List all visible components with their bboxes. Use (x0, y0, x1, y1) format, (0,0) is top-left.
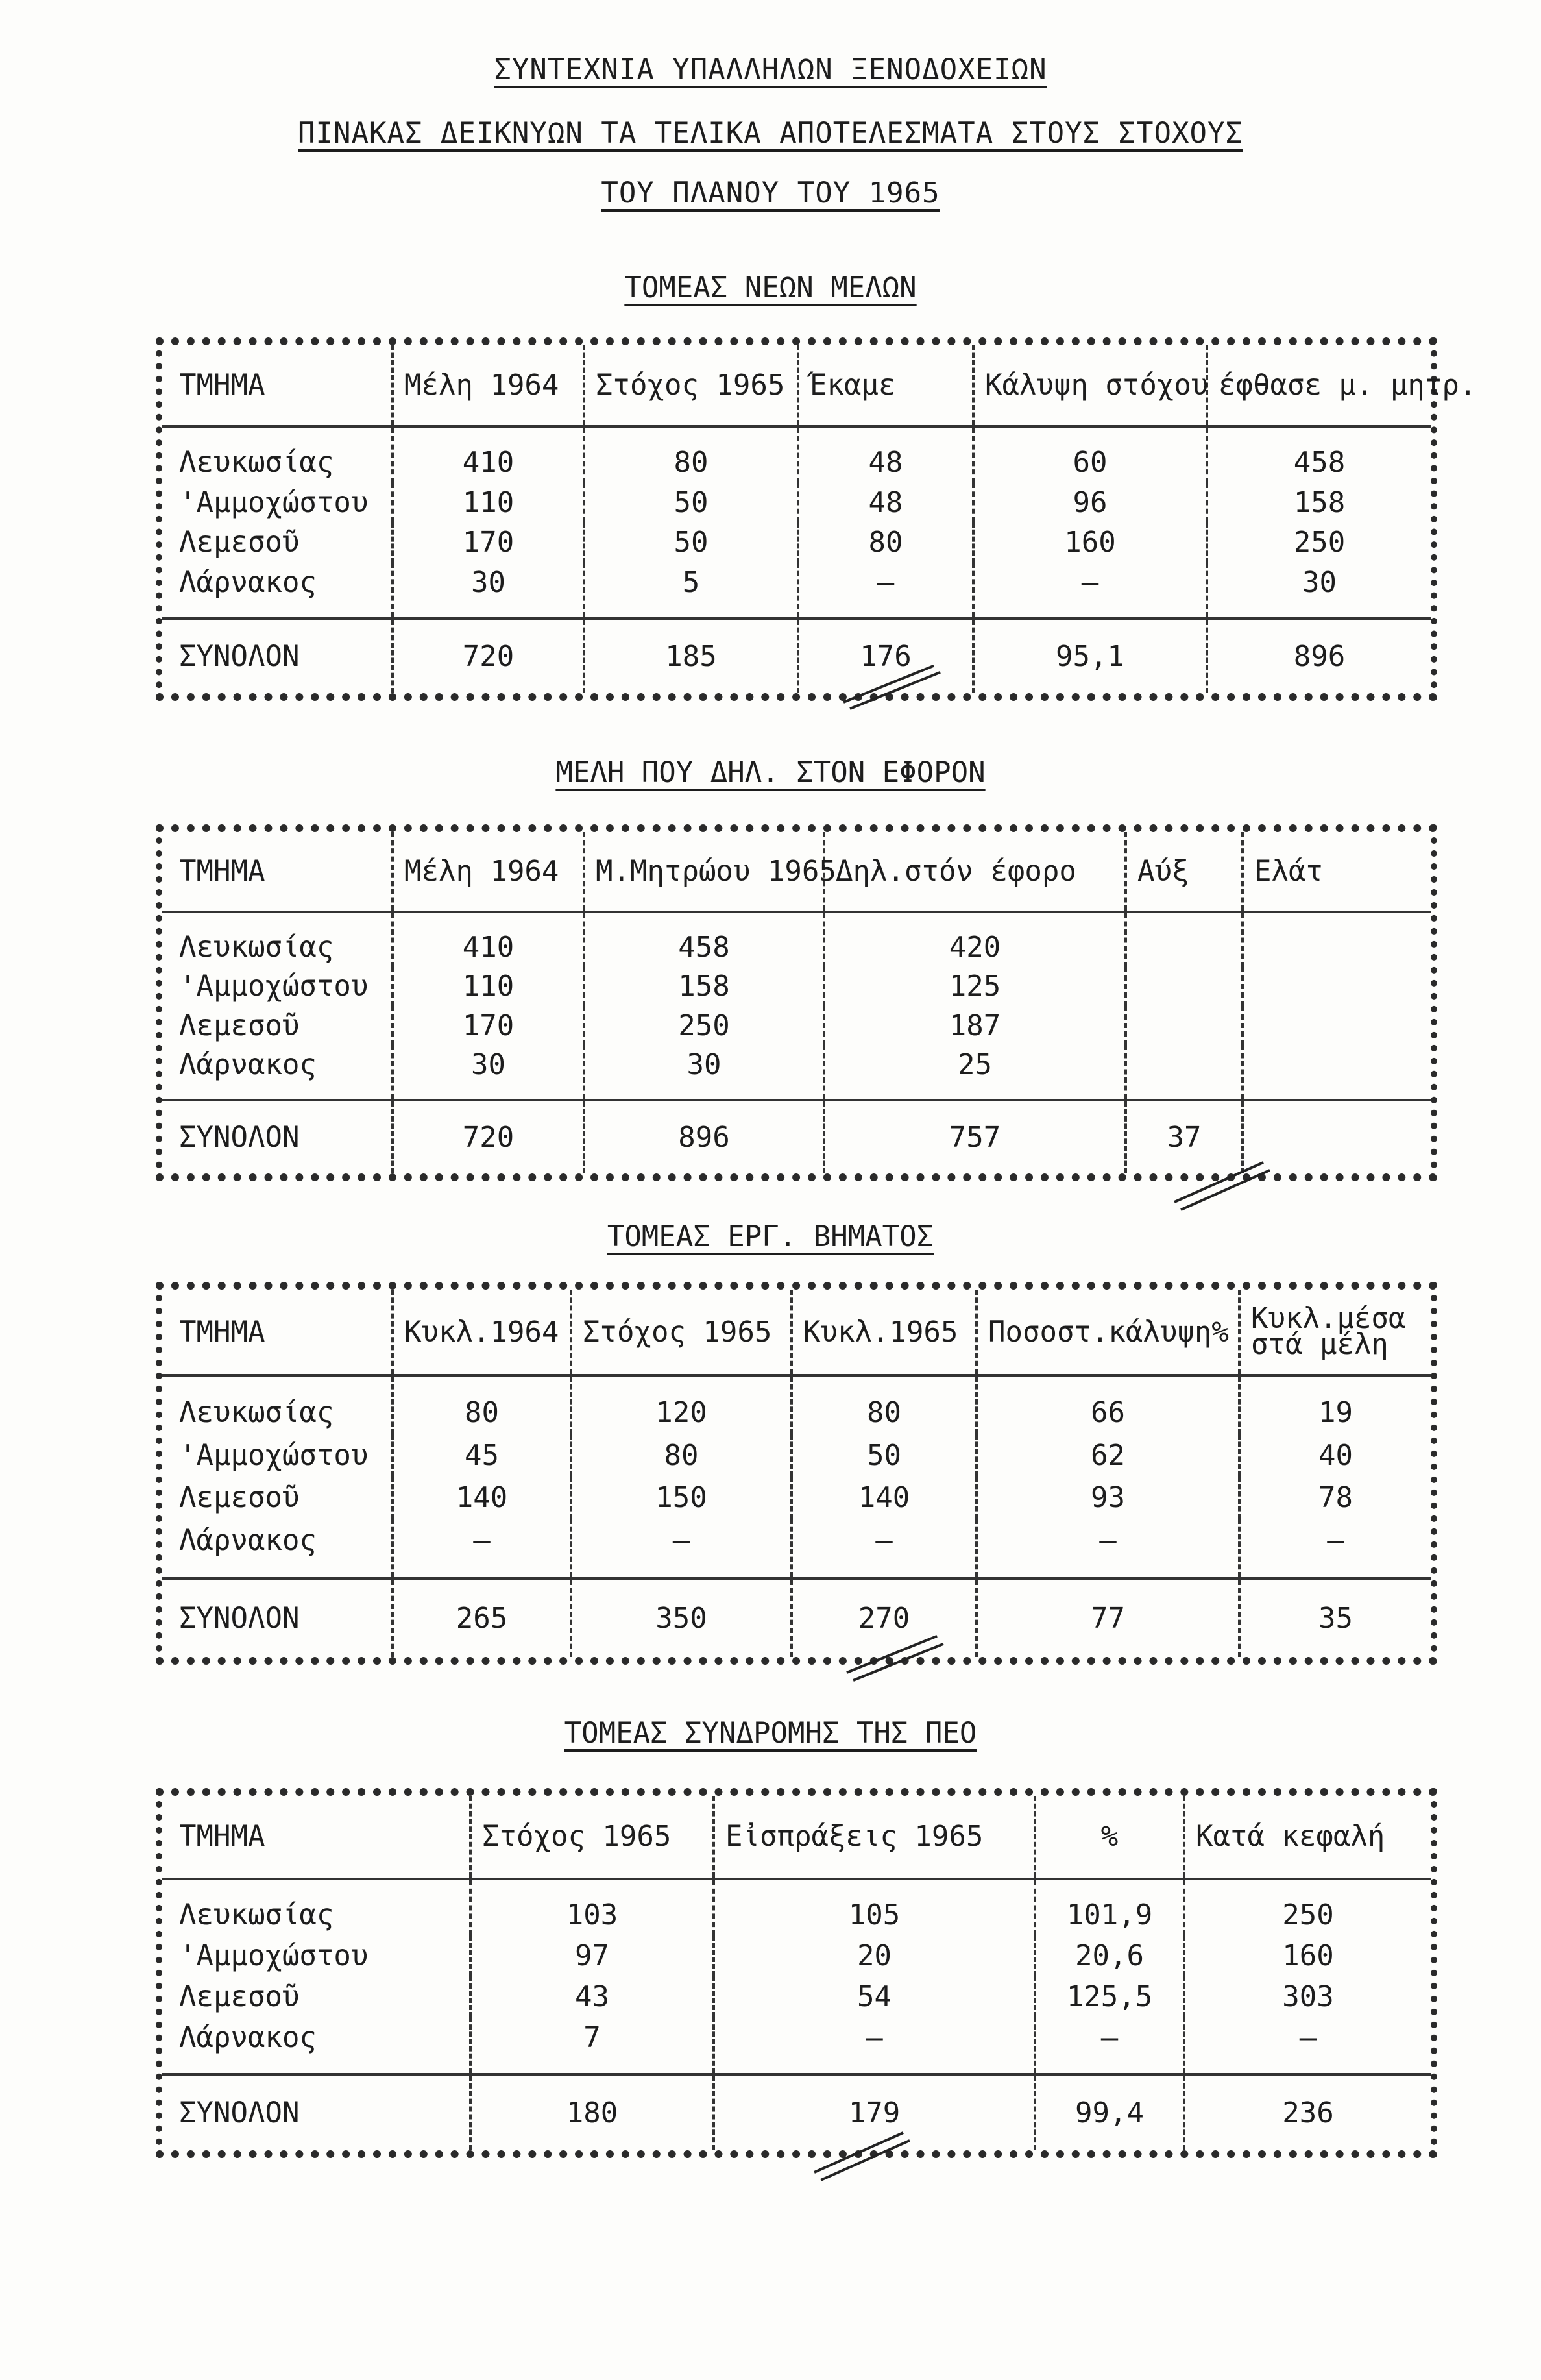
table-total-row (162, 1578, 1431, 1657)
col-header: Ποσοστ.κάλυψη% (977, 1290, 1239, 1375)
cell: 270 (792, 1578, 977, 1657)
cell: 410 (393, 912, 584, 967)
cell: 458 (584, 912, 824, 967)
cell-department: Λευκωσίας (179, 930, 334, 964)
cell: 30 (393, 1045, 584, 1100)
col-header: Κάλυψη στόχου (973, 345, 1207, 426)
cell-department: 'Αμμοχώστου (179, 970, 369, 1003)
cell: 80 (571, 1434, 792, 1477)
col-header: Στόχος 1965 (470, 1796, 714, 1879)
cell: 720 (393, 1100, 584, 1173)
table-row (162, 426, 1431, 482)
cell-total-label: ΣΥΝΟΛΟΝ (162, 619, 393, 693)
cell-department: Λάρνακος (179, 1524, 317, 1558)
cell: 179 (714, 2074, 1035, 2150)
cell: 80 (584, 426, 798, 482)
table-total-row (162, 2074, 1431, 2150)
table-total-row (162, 619, 1431, 693)
cell: 187 (824, 1006, 1126, 1045)
cell (1126, 1045, 1243, 1100)
cell: 19 (1239, 1375, 1431, 1434)
cell: 158 (1207, 483, 1431, 523)
cell: 30 (393, 563, 584, 619)
cell: — (973, 563, 1207, 619)
cell: 250 (584, 1006, 824, 1045)
cell: — (977, 1519, 1239, 1578)
cell (1243, 1100, 1431, 1173)
cell: 45 (393, 1434, 571, 1477)
cell: 30 (584, 1045, 824, 1100)
cell: 105 (714, 1879, 1035, 1936)
table-peo-subscription (156, 1788, 1437, 2158)
col-header: Κυκλ.μέσα στά μέλη (1239, 1290, 1431, 1375)
cell: 125 (824, 967, 1126, 1006)
col-header: Κατά κεφαλή (1184, 1796, 1431, 1879)
cell: 40 (1239, 1434, 1431, 1477)
cell: — (714, 2017, 1035, 2074)
table-row (162, 912, 1431, 967)
cell: — (1239, 1519, 1431, 1578)
cell-department: 'Αμμοχώστου (179, 485, 369, 519)
cell: 50 (792, 1434, 977, 1477)
cell-department: Λευκωσίας (179, 445, 334, 479)
cell-total-label: ΣΥΝΟΛΟΝ (162, 1578, 393, 1657)
col-header: Στόχος 1965 (571, 1290, 792, 1375)
cell: 77 (977, 1578, 1239, 1657)
col-header: Μ.Μητρώου 1965 (584, 832, 824, 912)
section-title-labour-step: ΤΟΜΕΑΣ ΕΡΓ. ΒΗΜΑΤΟΣ (607, 1220, 934, 1253)
table-row (162, 1879, 1431, 1936)
col-header: Μέλη 1964 (393, 832, 584, 912)
section-title-peo-subscription: ΤΟΜΕΑΣ ΣΥΝΔΡΟΜΗΣ ΤΗΣ ΠΕΟ (564, 1717, 977, 1750)
cell: 140 (792, 1477, 977, 1519)
col-header: Κυκλ.1964 (393, 1290, 571, 1375)
cell: 25 (824, 1045, 1126, 1100)
cell: 54 (714, 1976, 1035, 2017)
col-header: ΤΜΗΜΑ (162, 345, 393, 426)
table-row (162, 1006, 1431, 1045)
cell: 66 (977, 1375, 1239, 1434)
cell: — (393, 1519, 571, 1578)
cell: 250 (1184, 1879, 1431, 1936)
cell: 99,4 (1035, 2074, 1184, 2150)
cell: — (792, 1519, 977, 1578)
cell: 97 (470, 1935, 714, 1976)
cell: 80 (393, 1375, 571, 1434)
cell-department: Λεμεσοῦ (179, 526, 300, 559)
cell: 95,1 (973, 619, 1207, 693)
cell: 20,6 (1035, 1935, 1184, 1976)
col-header: ΤΜΗΜΑ (162, 1290, 393, 1375)
cell: 110 (393, 483, 584, 523)
cell (1243, 967, 1431, 1006)
cell (1243, 1045, 1431, 1100)
table-header-row (162, 832, 1431, 912)
cell: 250 (1207, 522, 1431, 563)
cell-department: Λεμεσοῦ (179, 1009, 300, 1042)
cell: 158 (584, 967, 824, 1006)
cell: 110 (393, 967, 584, 1006)
cell: 896 (584, 1100, 824, 1173)
col-header: Μέλη 1964 (393, 345, 584, 426)
section-title-members-declared: ΜΕΛΗ ΠΟΥ ΔΗΛ. ΣΤΟΝ ΕΦΟΡΟΝ (555, 756, 986, 789)
table-row (162, 1519, 1431, 1578)
cell: 176 (798, 619, 973, 693)
cell: 236 (1184, 2074, 1431, 2150)
cell-department: Λευκωσίας (179, 1898, 334, 1932)
cell: 757 (824, 1100, 1126, 1173)
col-header: έφθασε μ. μητρ. (1207, 345, 1431, 426)
cell: 30 (1207, 563, 1431, 619)
col-header: Δηλ.στόν έφορο (824, 832, 1126, 912)
cell-department: Λεμεσοῦ (179, 1980, 300, 2014)
cell: 458 (1207, 426, 1431, 482)
cell: 350 (571, 1578, 792, 1657)
cell: 125,5 (1035, 1976, 1184, 2017)
cell (1243, 912, 1431, 967)
cell-department: Λάρνακος (179, 2021, 317, 2055)
table-row (162, 483, 1431, 523)
cell: 185 (584, 619, 798, 693)
table-row (162, 1375, 1431, 1434)
cell: 420 (824, 912, 1126, 967)
col-header: Έκαμε (798, 345, 973, 426)
cell: 35 (1239, 1578, 1431, 1657)
table-row (162, 1045, 1431, 1100)
report-title: ΠΙΝΑΚΑΣ ΔΕΙΚΝΥΩΝ ΤΑ ΤΕΛΙΚΑ ΑΠΟΤΕΛΕΣΜΑΤΑ ΣΤΟΥΣ ΣΤΟΧΟΥΣ (298, 117, 1243, 150)
cell: 150 (571, 1477, 792, 1519)
cell: 170 (393, 522, 584, 563)
cell: 160 (973, 522, 1207, 563)
cell: 93 (977, 1477, 1239, 1519)
union-title: ΣΥΝΤΕΧΝΙΑ ΥΠΑΛΛΗΛΩΝ ΞΕΝΟΔΟΧΕΙΩΝ (494, 53, 1047, 86)
cell: — (798, 563, 973, 619)
cell-department: Λάρνακος (179, 566, 317, 600)
cell: 48 (798, 426, 973, 482)
table-header-row (162, 1796, 1431, 1879)
col-header: Στόχος 1965 (584, 345, 798, 426)
table-row (162, 967, 1431, 1006)
cell: — (1184, 2017, 1431, 2074)
cell: 80 (792, 1375, 977, 1434)
cell: 78 (1239, 1477, 1431, 1519)
cell-department: Λάρνακος (179, 1048, 317, 1082)
cell: 101,9 (1035, 1879, 1184, 1936)
cell (1243, 1006, 1431, 1045)
table-labour-step (156, 1282, 1437, 1665)
cell: 43 (470, 1976, 714, 2017)
cell-total-label: ΣΥΝΟΛΟΝ (162, 1100, 393, 1173)
col-header: Εἰσπράξεις 1965 (714, 1796, 1035, 1879)
cell-total-label: ΣΥΝΟΛΟΝ (162, 2074, 470, 2150)
col-header: ΤΜΗΜΑ (162, 832, 393, 912)
cell-department: 'Αμμοχώστου (179, 1939, 369, 1973)
cell: 20 (714, 1935, 1035, 1976)
table-row (162, 2017, 1431, 2074)
table-row (162, 1976, 1431, 2017)
table-header-row (162, 345, 1431, 426)
cell: 265 (393, 1578, 571, 1657)
cell-department: Λεμεσοῦ (179, 1481, 300, 1515)
table-row (162, 563, 1431, 619)
cell-department: Λευκωσίας (179, 1396, 334, 1430)
cell: 50 (584, 522, 798, 563)
cell: 48 (798, 483, 973, 523)
cell-department: 'Αμμοχώστου (179, 1439, 369, 1473)
cell: 96 (973, 483, 1207, 523)
table-new-members (156, 337, 1477, 701)
cell: 160 (1184, 1935, 1431, 1976)
cell: 180 (470, 2074, 714, 2150)
cell: 303 (1184, 1976, 1431, 2017)
cell: 120 (571, 1375, 792, 1434)
table-total-row (162, 1100, 1431, 1173)
cell: 410 (393, 426, 584, 482)
table-row (162, 1477, 1431, 1519)
cell: 60 (973, 426, 1207, 482)
cell (1126, 912, 1243, 967)
report-subtitle: ΤΟΥ ΠΛΑΝΟΥ ΤΟΥ 1965 (601, 177, 940, 210)
cell: 80 (798, 522, 973, 563)
cell: 720 (393, 619, 584, 693)
col-header: Ελάτ (1243, 832, 1431, 912)
table-members-declared (156, 824, 1437, 1181)
cell: 7 (470, 2017, 714, 2074)
cell: — (1035, 2017, 1184, 2074)
cell: 896 (1207, 619, 1431, 693)
cell: 170 (393, 1006, 584, 1045)
table-row (162, 1935, 1431, 1976)
table-row (162, 1434, 1431, 1477)
cell: 5 (584, 563, 798, 619)
cell (1126, 1006, 1243, 1045)
cell: 50 (584, 483, 798, 523)
cell: — (571, 1519, 792, 1578)
col-header: ΤΜΗΜΑ (162, 1796, 470, 1879)
col-header: % (1035, 1796, 1184, 1879)
cell: 103 (470, 1879, 714, 1936)
cell: 37 (1126, 1100, 1243, 1173)
cell (1126, 967, 1243, 1006)
section-title-new-members: ΤΟΜΕΑΣ ΝΕΩΝ ΜΕΛΩΝ (624, 271, 917, 304)
col-header: Κυκλ.1965 (792, 1290, 977, 1375)
table-header-row (162, 1290, 1431, 1375)
col-header: Αύξ (1126, 832, 1243, 912)
cell: 140 (393, 1477, 571, 1519)
cell: 62 (977, 1434, 1239, 1477)
table-row (162, 522, 1431, 563)
